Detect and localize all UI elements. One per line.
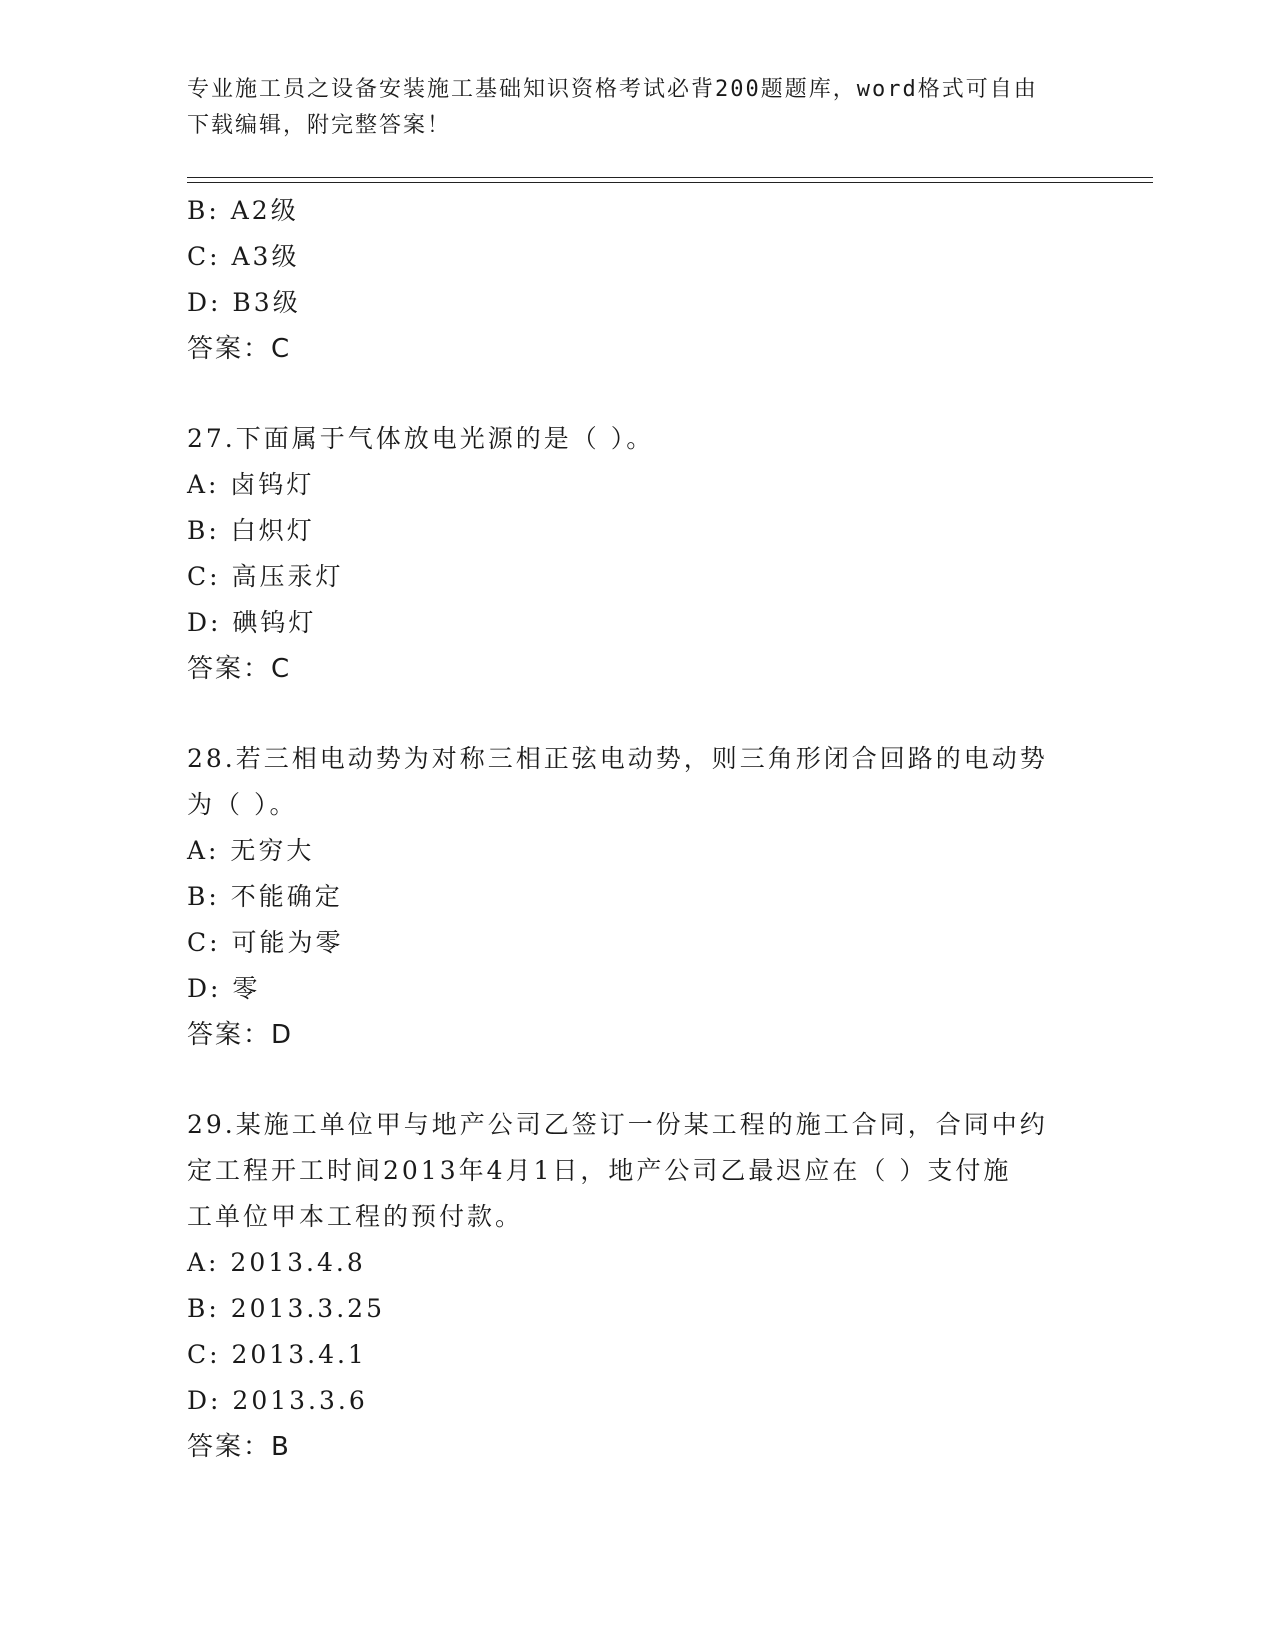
- question-26-continued: [187, 188, 1087, 372]
- question-28: [187, 736, 1087, 1058]
- header-line-2: 下载编辑，附完整答案！: [187, 113, 452, 138]
- question-text-line-2: 为（ ）。: [187, 790, 298, 819]
- option-a: A: 无穷大: [187, 836, 315, 865]
- question-list: [187, 188, 1087, 1470]
- option-d: D: 碘钨灯: [187, 608, 317, 637]
- question-29: [187, 1102, 1087, 1470]
- option-b: B: 白炽灯: [187, 516, 315, 545]
- option-a: A: 2013.4.8: [187, 1248, 366, 1277]
- option-d: D: 零: [187, 974, 261, 1003]
- header-divider-top: [187, 177, 1153, 178]
- question-text-line-1: 29.某施工单位甲与地产公司乙签订一份某工程的施工合同，合同中约: [187, 1110, 1048, 1139]
- header-divider-bottom: [187, 182, 1153, 183]
- option-a: A: 卤钨灯: [187, 470, 315, 499]
- question-text: 27.下面属于气体放电光源的是（ ）。: [187, 424, 655, 453]
- option-b: B: A2级: [187, 196, 299, 225]
- option-b: B: 不能确定: [187, 882, 343, 911]
- option-b: B: 2013.3.25: [187, 1294, 385, 1323]
- answer: 答案：B: [187, 1432, 291, 1462]
- option-d: D: B3级: [187, 288, 301, 317]
- option-c: C: 2013.4.1: [187, 1340, 367, 1369]
- question-text-line-1: 28.若三相电动势为对称三相正弦电动势，则三角形闭合回路的电动势: [187, 744, 1048, 773]
- option-c: C: A3级: [187, 242, 300, 271]
- question-27: [187, 416, 1087, 692]
- question-text-line-2: 定工程开工时间2013年4月1日，地产公司乙最迟应在（ ）支付施: [187, 1156, 1012, 1185]
- answer: 答案：C: [187, 654, 292, 684]
- document-header: [187, 72, 1067, 144]
- answer: 答案：C: [187, 334, 292, 364]
- header-line-1: 专业施工员之设备安装施工基础知识资格考试必背200题题库，word格式可自由: [187, 77, 1038, 102]
- question-text-line-3: 工单位甲本工程的预付款。: [187, 1202, 524, 1231]
- option-c: C: 高压汞灯: [187, 562, 344, 591]
- option-d: D: 2013.3.6: [187, 1386, 368, 1415]
- answer: 答案：D: [187, 1020, 294, 1050]
- option-c: C: 可能为零: [187, 928, 344, 957]
